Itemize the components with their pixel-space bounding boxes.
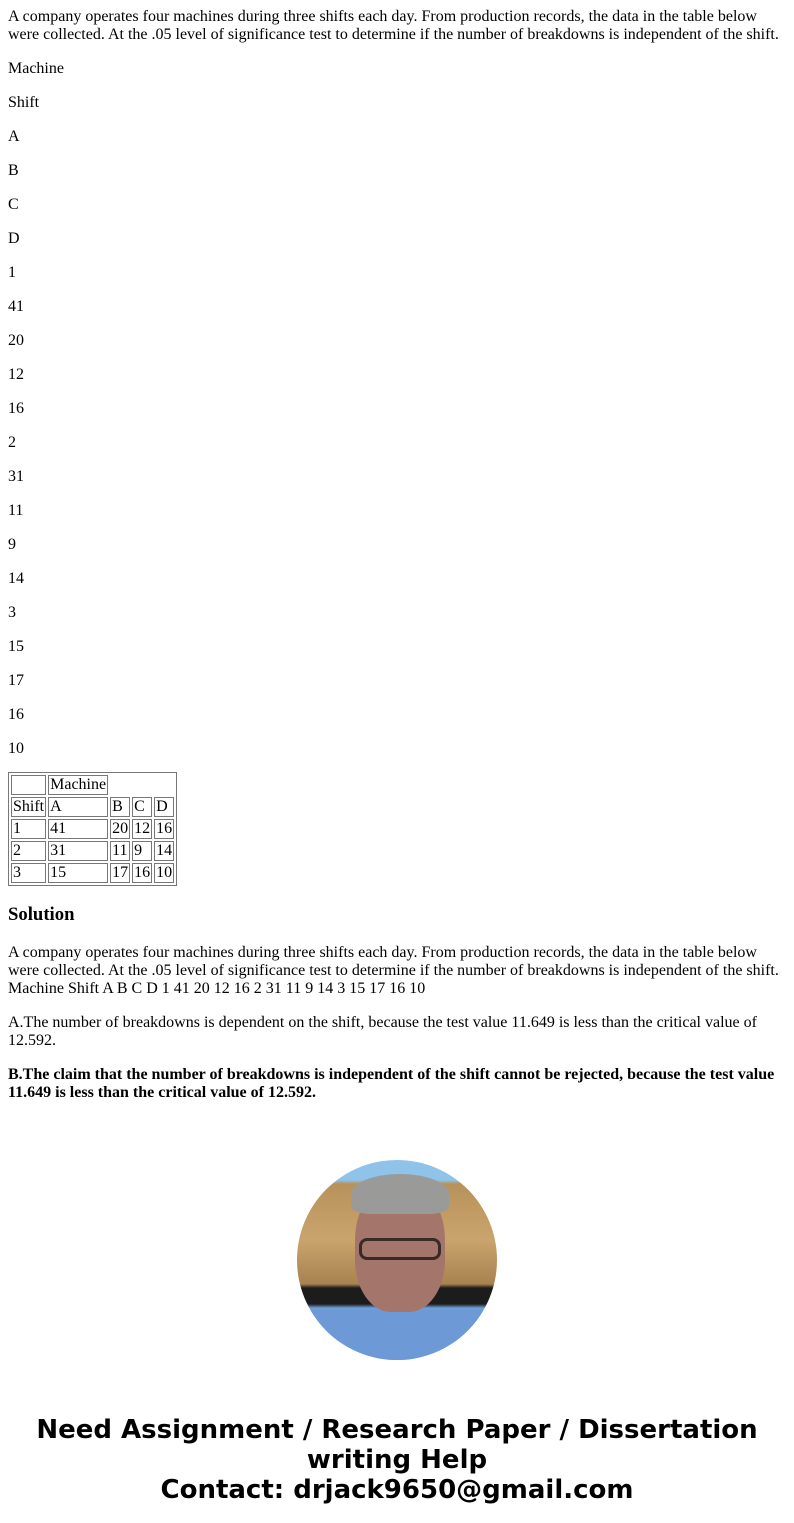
loose-line: C [8,196,19,213]
table-cell: 16 [156,820,173,837]
table-cell: Shift [13,798,45,815]
table-cell: 9 [132,841,152,861]
loose-line: 2 [8,434,16,451]
table-cell: B [110,797,130,817]
loose-line: B [8,162,19,179]
table-cell: 15 [48,863,108,883]
table-cell: 10 [156,864,173,881]
loose-line: 14 [8,570,24,587]
loose-line: Shift [8,94,40,111]
loose-line: Machine [8,60,64,77]
table-cell: Machine [50,776,107,793]
table-cell: 11 [110,841,130,861]
solution-heading: Solution [8,904,75,925]
loose-line: 1 [8,264,16,281]
solution-restated: A company operates four machines during three shifts each day. From production records, the data in the table below were collected. At the .05 level of significance test to determine if the number of breakdowns is independent of the shift. Machine Shift A B C D 1 41 20 12 16 2 31 11 9 14 3 15 17 16 10 [8,944,779,997]
footer-promo [8,1415,786,1505]
loose-line: A [8,128,20,145]
table-cell: 1 [11,819,46,839]
table-cell: A [48,797,108,817]
option-b-text: B.The claim that the number of breakdowns is independent of the shift cannot be rejected, because the test value 11.649 is less than the critical value of 12.592. [8,1066,775,1101]
loose-line: 16 [8,400,24,417]
table-cell: D [154,797,174,817]
table-cell: 31 [48,841,108,861]
option-b [8,1066,786,1102]
table-cell: 16 [134,864,151,881]
loose-line: 12 [8,366,24,383]
loose-lines [8,60,786,758]
table-cell: 20 [112,820,129,837]
table-row [11,841,174,861]
loose-line: 11 [8,502,24,519]
table-cell: 3 [11,863,46,883]
option-a: A.The number of breakdowns is dependent on the shift, because the test value 11.649 is less than the critical value of 12.592. [8,1014,757,1049]
footer-contact: Contact: drjack9650@gmail.com [160,1475,634,1505]
loose-line: 3 [8,604,16,621]
data-table [8,772,177,886]
table-cell [11,775,46,795]
loose-line: 15 [8,638,24,655]
footer-line-1: Need Assignment / Research Paper / Dissertation writing Help [36,1415,758,1475]
loose-line: 20 [8,332,24,349]
loose-line: 41 [8,298,24,315]
table-row [11,797,174,817]
loose-line: D [8,230,20,247]
loose-line: 17 [8,672,24,689]
loose-line: 16 [8,706,24,723]
table-cell: C [132,797,152,817]
avatar-container [8,1160,786,1365]
loose-line: 10 [8,740,24,757]
table-cell: 14 [156,842,173,859]
table-cell: 2 [11,841,46,861]
table-row [11,775,174,795]
author-avatar [297,1160,497,1360]
table-row [11,863,174,883]
table-cell: 41 [48,819,108,839]
loose-line: 31 [8,468,24,485]
table-row [11,819,174,839]
question-text: A company operates four machines during three shifts each day. From production records, the data in the table below were collected. At the .05 level of significance test to determine if the number of breakdowns is independent of the shift. [8,8,779,43]
loose-line: 9 [8,536,16,553]
table-cell: 12 [134,820,151,837]
table-cell: 17 [112,864,129,881]
